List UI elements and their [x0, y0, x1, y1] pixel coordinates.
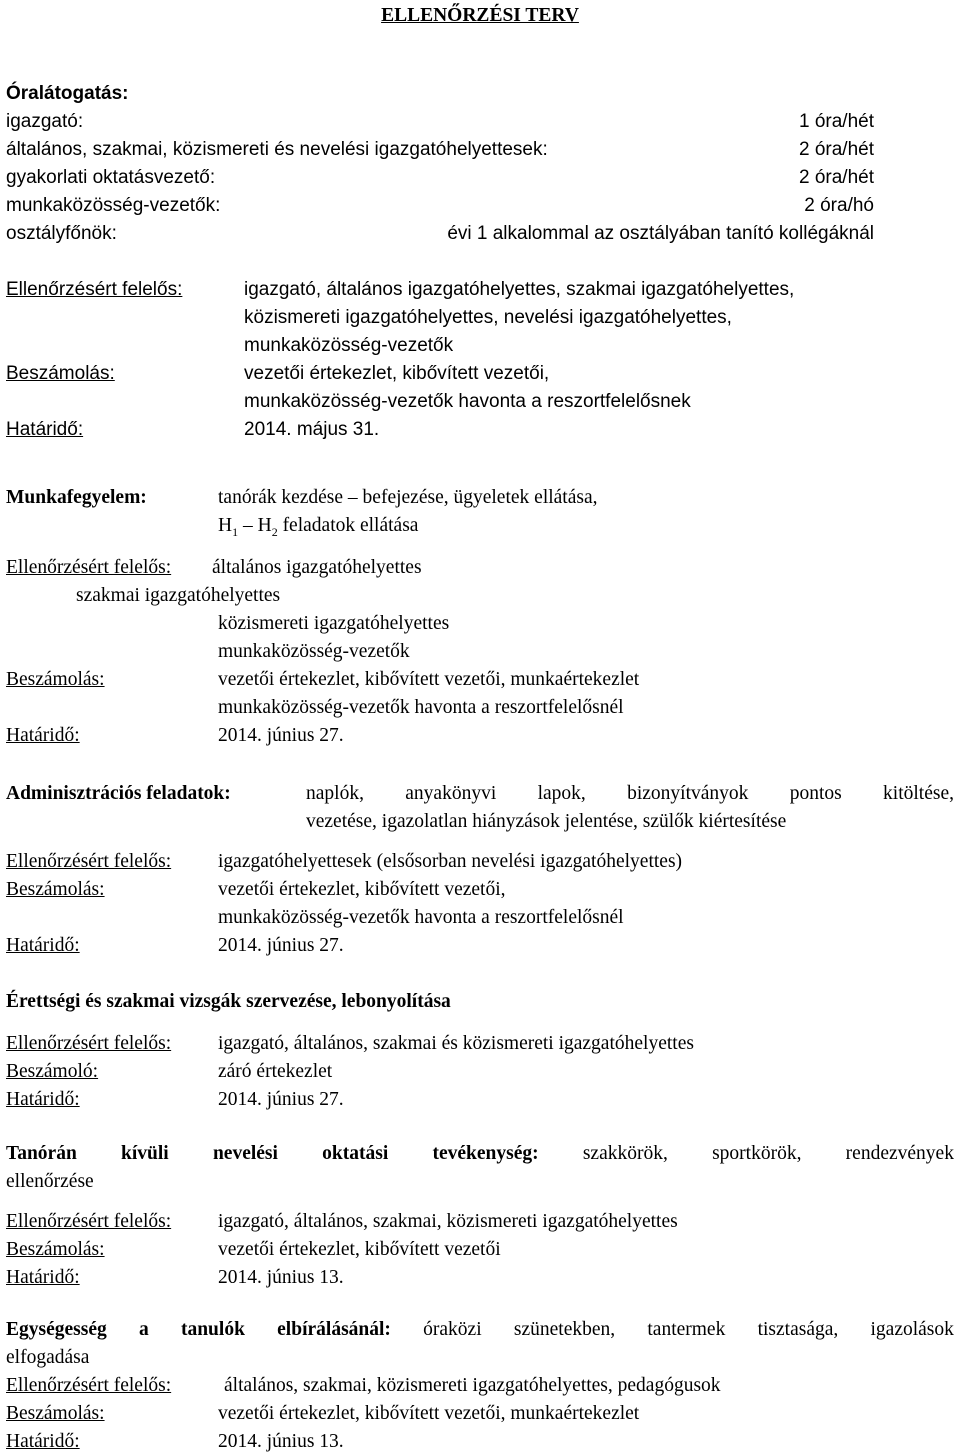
block1-hatarido-row: Határidő: 2014. május 31.: [6, 419, 380, 440]
adminisztracio-beszamolas-row: munkaközösség-vezetők havonta a reszortfelelősnél: [218, 907, 624, 928]
document-title: ELLENŐRZÉSI TERV: [381, 5, 579, 26]
tanoran-kivuli-beszamolas-row: Beszámolás: vezetői értekezlet, kibővített vezetői: [6, 1239, 501, 1260]
munkafegyelem-hatarido-row: Határidő: 2014. június 27.: [6, 725, 344, 746]
oralatogatas-row: igazgató: 1 óra/hét: [6, 111, 874, 132]
block1-beszamolas-row: munkaközösség-vezetők havonta a reszortfelelősnek: [244, 391, 691, 412]
munkafegyelem-row: $H_1 - H_2$ feladatok ellátása: [218, 515, 419, 539]
adminisztracio-beszamolas-row: Beszámolás: vezetői értekezlet, kibővített vezetői,: [6, 879, 506, 900]
egysegesseg-row: elfogadása: [6, 1347, 90, 1368]
erettsegi-hatarido-row: Határidő: 2014. június 27.: [6, 1089, 344, 1110]
oralatogatas-row: osztályfőnök: évi 1 alkalommal az osztályában tanító kollégáknál: [6, 223, 874, 244]
erettsegi-beszamolo-row: Beszámoló: záró értekezlet: [6, 1061, 333, 1082]
egysegesseg-justified: Egységesség a tanulók elbírálásánál: óraközi szünetekben, tantermek tisztasága, igazolások: [6, 1319, 954, 1340]
block1-beszamolas-row: Beszámolás: vezetői értekezlet, kibővített vezetői,: [6, 363, 550, 384]
adminisztracio-felelos-row: Ellenőrzésért felelős: igazgatóhelyettesek (elsősorban nevelési igazgatóhelyettes): [6, 851, 683, 872]
block1-felelos-row: munkaközösség-vezetők: [244, 335, 454, 356]
munkafegyelem-row: Munkafegyelem: tanórák kezdése – befejezése, ügyeletek ellátása,: [6, 487, 598, 508]
section-oralatogatas-heading: Óralátogatás:: [6, 83, 129, 104]
munkafegyelem-beszamolas-row: Beszámolás: vezetői értekezlet, kibővített vezetői, munkaértekezlet: [6, 669, 640, 690]
adminisztracio-hatarido-row: Határidő: 2014. június 27.: [6, 935, 344, 956]
adminisztracio-justified: naplók, anyakönyvi lapok, bizonyítványok pontos kitöltése,: [306, 783, 954, 804]
munkafegyelem-felelos-row: munkaközösség-vezetők: [218, 641, 410, 662]
erettsegi-heading: Érettségi és szakmai vizsgák szervezése, lebonyolítása: [6, 991, 451, 1012]
munkafegyelem-felelos-row: közismereti igazgatóhelyettes: [218, 613, 450, 634]
tanoran-kivuli-justified: Tanórán kívüli nevelési oktatási tevékenység: szakkörök, sportkörök, rendezvények: [6, 1143, 954, 1164]
block1-felelos-row: Ellenőrzésért felelős: igazgató, általános igazgatóhelyettes, szakmai igazgatóhelyettes,: [6, 279, 795, 300]
egysegesseg-row: [6, 1316, 954, 1344]
block1-felelos-row: közismereti igazgatóhelyettes, nevelési igazgatóhelyettes,: [244, 307, 732, 328]
tanoran-kivuli-row: [6, 1140, 954, 1168]
oralatogatas-row: munkaközösség-vezetők: 2 óra/hó: [6, 195, 874, 216]
oralatogatas-row: gyakorlati oktatásvezető: 2 óra/hét: [6, 167, 874, 188]
tanoran-kivuli-row: ellenőrzése: [6, 1171, 94, 1192]
erettsegi-felelos-row: Ellenőrzésért felelős: igazgató, általános, szakmai és közismereti igazgatóhelyettes: [6, 1033, 694, 1054]
egysegesseg-felelos-row: Ellenőrzésért felelős: általános, szakmai, közismereti igazgatóhelyettes, pedagógusok: [6, 1375, 721, 1396]
tanoran-kivuli-felelos-row: Ellenőrzésért felelős: igazgató, általános, szakmai, közismereti igazgatóhelyettes: [6, 1211, 678, 1232]
munkafegyelem-felelos-row: szakmai igazgatóhelyettes: [76, 585, 281, 606]
tanoran-kivuli-hatarido-row: Határidő: 2014. június 13.: [6, 1267, 344, 1288]
egysegesseg-beszamolas-row: Beszámolás: vezetői értekezlet, kibővített vezetői, munkaértekezlet: [6, 1403, 640, 1424]
munkafegyelem-beszamolas-row: munkaközösség-vezetők havonta a reszortfelelősnél: [218, 697, 624, 718]
oralatogatas-row: általános, szakmai, közismereti és nevelési igazgatóhelyettesek: 2 óra/hét: [6, 139, 874, 160]
munkafegyelem-felelos-row: Ellenőrzésért felelős: általános igazgatóhelyettes: [6, 557, 422, 578]
egysegesseg-hatarido-row: Határidő: 2014. június 13.: [6, 1431, 344, 1452]
adminisztracio-row: vezetése, igazolatlan hiányzások jelentése, szülők kiértesítése: [306, 811, 787, 832]
adminisztracio-row: Adminisztrációs feladatok: naplók, anyakönyvi lapok, bizonyítványok pontos kitöltése,: [6, 780, 954, 808]
